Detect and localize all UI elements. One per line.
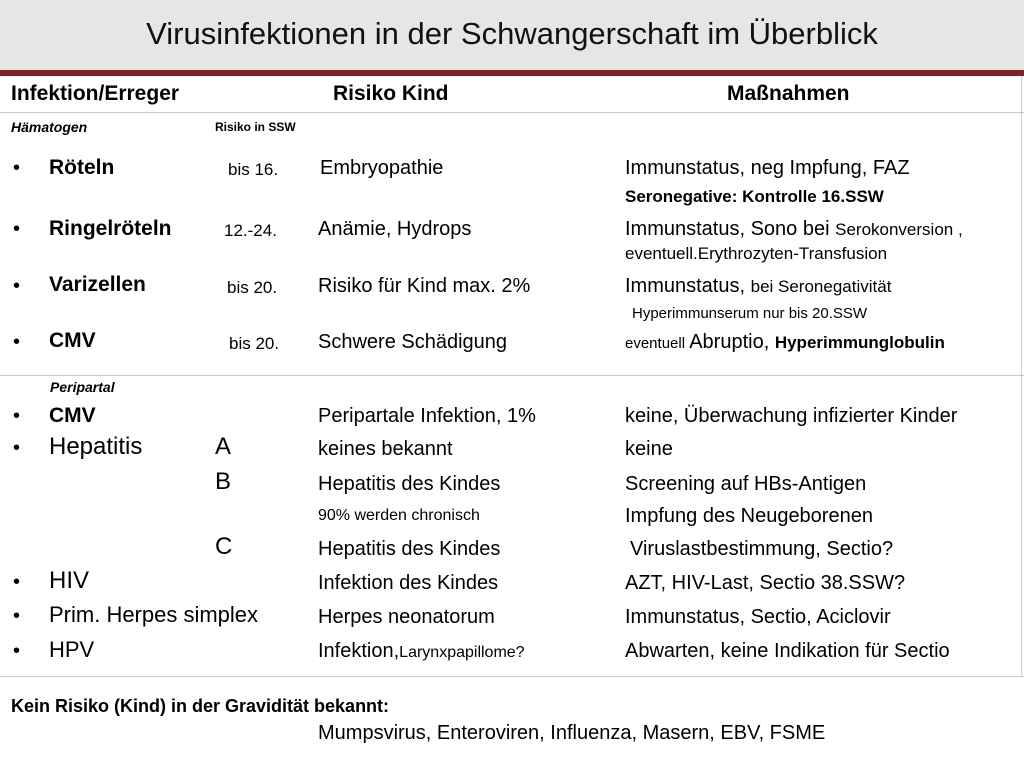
ssw-roeteln: bis 16. (228, 160, 279, 179)
no-risk-heading: Kein Risiko (Kind) in der Gravidität bekannt: (11, 696, 390, 716)
infection-name-cmv: CMV (49, 329, 96, 352)
bullet: • (13, 157, 21, 179)
measure-text-small: Serokonversion , (835, 220, 963, 239)
slide-title: Virusinfektionen in der Schwangerschaft im Überblick (146, 16, 878, 51)
risk-cmv-peripartal: Peripartale Infektion, 1% (318, 405, 536, 427)
risk-hepatitis-b-2: 90% werden chronisch (318, 507, 480, 524)
measure-hpv: Abwarten, keine Indikation für Sectio (625, 640, 950, 662)
measure-text-small: bei Seronegativität (750, 277, 892, 296)
measure-hepatitis-b-2: Impfung des Neugeborenen (625, 505, 873, 527)
measure-cmv-peripartal: keine, Überwachung infizierter Kinder (625, 405, 958, 427)
risk-text: Infektion, (318, 640, 400, 662)
risk-hepatitis-b: Hepatitis des Kindes (318, 473, 501, 495)
infection-name-hepatitis: Hepatitis (49, 433, 143, 460)
measure-varizellen (625, 275, 891, 298)
hepatitis-letter-c: C (215, 533, 233, 560)
risk-roeteln: Embryopathie (320, 157, 444, 179)
measure-ringelroeteln (625, 218, 963, 241)
infection-name-roeteln: Röteln (49, 156, 115, 179)
risk-hepatitis-c: Hepatitis des Kindes (318, 538, 501, 560)
risk-ringelroeteln: Anämie, Hydrops (318, 218, 472, 240)
risk-herpes: Herpes neonatorum (318, 606, 495, 628)
measure-hiv: AZT, HIV-Last, Sectio 38.SSW? (625, 572, 906, 594)
col-header-measures: Maßnahmen (727, 82, 850, 105)
measure-varizellen-2: Hyperimmunserum nur bis 20.SSW (632, 305, 868, 322)
infection-name-hpv: HPV (49, 637, 95, 662)
section-label-haematogen: Hämatogen (11, 119, 88, 135)
bullet: • (13, 437, 21, 459)
section-divider (0, 375, 1024, 376)
measure-text-bold: Hyperimmunglobulin (774, 333, 945, 352)
bullet: • (13, 640, 21, 662)
ssw-varizellen: bis 20. (227, 278, 278, 297)
measure-herpes: Immunstatus, Sectio, Aciclovir (625, 606, 891, 628)
measure-hepatitis-c: Viruslastbestimmung, Sectio? (630, 538, 894, 560)
infection-name-cmv-peripartal: CMV (49, 404, 96, 427)
infection-name-varizellen: Varizellen (49, 273, 146, 296)
bullet: • (13, 571, 21, 593)
header-divider (0, 112, 1024, 113)
section-label-peripartal: Peripartal (50, 379, 115, 395)
bullet: • (13, 331, 21, 353)
title-divider (0, 70, 1024, 76)
measure-hepatitis-b: Screening auf HBs-Antigen (625, 473, 867, 495)
ssw-ringelroeteln: 12.-24. (224, 221, 277, 240)
hepatitis-letter-b: B (215, 468, 232, 495)
right-border (1021, 76, 1022, 676)
infection-name-ringelroeteln: Ringelröteln (49, 217, 172, 240)
measure-text: Immunstatus, Sono bei (625, 218, 836, 240)
risk-hiv: Infektion des Kindes (318, 572, 499, 594)
measure-roeteln-2: Seronegative: Kontrolle 16.SSW (625, 187, 884, 206)
risk-hepatitis-a: keines bekannt (318, 438, 453, 460)
hepatitis-letter-a: A (215, 433, 232, 460)
risk-varizellen: Risiko für Kind max. 2% (318, 275, 531, 297)
ssw-cmv: bis 20. (229, 334, 280, 353)
no-risk-list: Mumpsvirus, Enteroviren, Influenza, Masern, EBV, FSME (318, 722, 826, 744)
infection-name-hiv: HIV (49, 567, 90, 594)
measure-cmv (625, 331, 945, 354)
bullet: • (13, 405, 21, 427)
measure-text: Immunstatus, (625, 275, 751, 297)
risk-cmv: Schwere Schädigung (318, 331, 508, 353)
ssw-column-label: Risiko in SSW (215, 120, 296, 134)
infection-name-herpes: Prim. Herpes simplex (49, 602, 259, 627)
bullet: • (13, 605, 21, 627)
risk-hpv (318, 640, 525, 663)
measure-text: Abruptio, (689, 331, 775, 353)
bullet: • (13, 218, 21, 240)
section-divider (0, 676, 1024, 677)
measure-text-small: eventuell (625, 335, 690, 352)
measure-ringelroeteln-2: eventuell.Erythrozyten-Transfusion (625, 244, 888, 263)
col-header-infection: Infektion/Erreger (11, 82, 180, 105)
bullet: • (13, 275, 21, 297)
col-header-risk: Risiko Kind (333, 82, 449, 105)
measure-hepatitis-a: keine (625, 438, 673, 460)
measure-roeteln: Immunstatus, neg Impfung, FAZ (625, 157, 910, 179)
risk-text-small: Larynxpapillome? (399, 644, 525, 661)
